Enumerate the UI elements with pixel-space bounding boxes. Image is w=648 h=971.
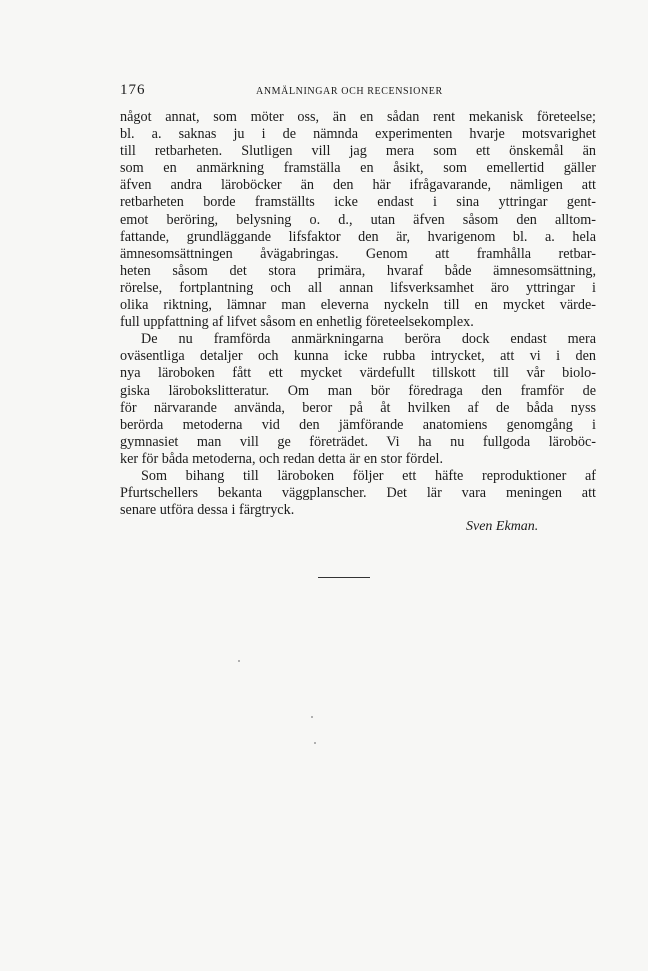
- paragraph-start-line: De nu framförda anmärkningarna beröra dock endast mera: [141, 331, 596, 348]
- text-line: heten såsom det stora primära, hvaraf både ämnesomsättning,: [120, 262, 596, 279]
- text-line: giska lärobokslitteratur. Om man bör föredraga den framför de: [120, 382, 596, 399]
- text-line: gymnasiet man vill ge företrädet. Vi ha nu fullgoda läroböc-: [120, 433, 596, 450]
- text-line: äfven andra läroböcker än den här ifrågavarande, nämligen att: [120, 177, 596, 194]
- text-line: bl. a. saknas ju i de nämnda experimenten hvarje motsvarighet: [120, 126, 596, 143]
- text-line: ämnesomsättningen åvägabringas. Genom att framhålla retbar-: [120, 245, 596, 262]
- text-line: berörda metoderna vid den jämförande anatomiens genomgång i: [120, 416, 596, 433]
- text-line: retbarheten borde framställts icke endast i sina yttringar gent-: [120, 194, 596, 211]
- running-title: ANMÄLNINGAR OCH RECENSIONER: [256, 86, 443, 97]
- text-line: för närvarande använda, beror på åt hvilken af de båda nyss: [120, 399, 596, 416]
- text-line: som en anmärkning framställa en åsikt, som emellertid gäller: [120, 160, 596, 177]
- page-number: 176: [120, 82, 146, 98]
- text-line: nya läroboken fått ett mycket värdefullt tillskott till vår biolo-: [120, 365, 596, 382]
- end-rule: [318, 577, 370, 578]
- text-line: olika riktning, lämnar man eleverna nyckeln till en mycket värde-: [120, 297, 596, 314]
- text-line: emot beröring, belysning o. d., utan äfven såsom den alltom-: [120, 211, 596, 228]
- paper-speck: [311, 716, 313, 718]
- author-signature: Sven Ekman.: [466, 519, 539, 534]
- text-line: rörelse, fortplantning och all annan lifsverksamhet äro yttringar i: [120, 279, 596, 296]
- paper-speck: [238, 660, 240, 662]
- text-line: ker för båda metoderna, och redan detta är en stor fördel.: [120, 450, 444, 467]
- text-line: Pfurtschellers bekanta väggplanscher. Det lär vara meningen att: [120, 485, 596, 502]
- text-line: fattande, grundläggande lifsfaktor den är, hvarigenom bl. a. hela: [120, 228, 596, 245]
- text-line: oväsentliga detaljer och kunna icke rubba intrycket, att vi i den: [120, 348, 596, 365]
- text-line: full uppfattning af lifvet såsom en enhetlig företeelsekomplex.: [120, 314, 474, 331]
- text-line: till retbarheten. Slutligen vill jag mera som ett önskemål än: [120, 143, 596, 160]
- text-line: något annat, som möter oss, än en sådan rent mekanisk företeelse;: [120, 109, 596, 125]
- text-line: senare utföra dessa i färgtryck.: [120, 502, 295, 519]
- paragraph-start-line: Som bihang till läroboken följer ett häfte reproduktioner af: [141, 467, 596, 484]
- paper-speck: [314, 742, 316, 744]
- review-body-text: [120, 109, 596, 519]
